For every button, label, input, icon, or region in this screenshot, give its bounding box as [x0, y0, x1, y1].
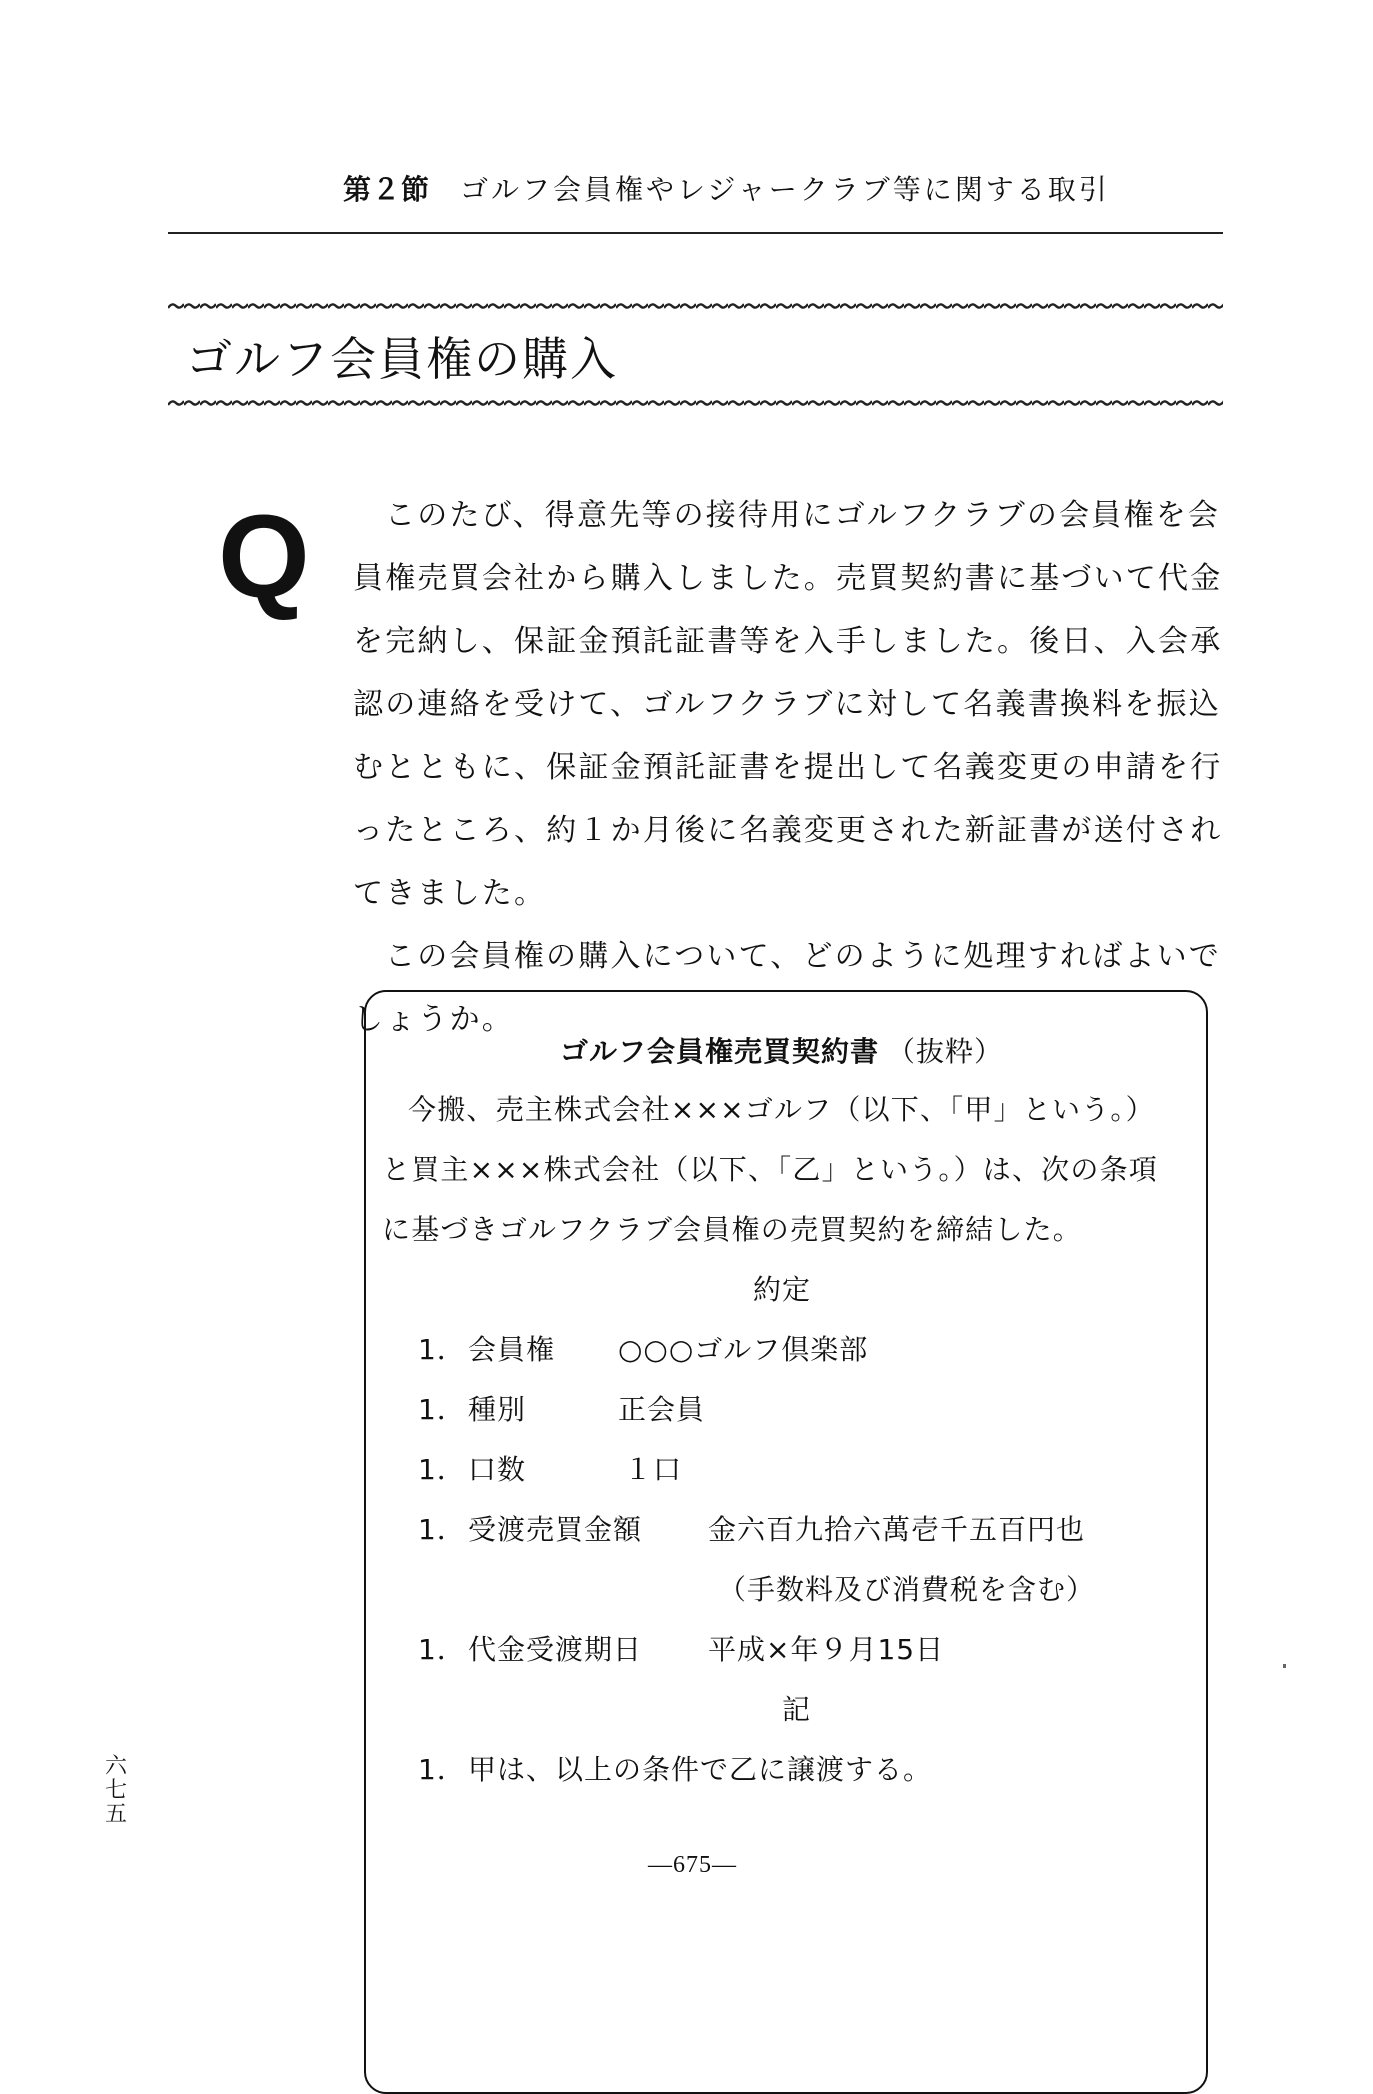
item-label: 会員権 [468, 1333, 556, 1366]
question-paragraph: このたび、得意先等の接待用にゴルフクラブの会員権を会員権売買会社から購入しました。売買契約書に基づいて代金を完納し、保証金預託証書等を入手しました。後日、入会承認の連絡を受けて、ゴルフクラブに対して名義書換料を振込むとともに、保証金預託証書を提出して名義変更の申請を行ったところ、約１か月後に名義変更された新証書が送付されてきました。 [353, 498, 1223, 911]
contract-clause [418, 1748, 932, 1788]
item-label: 受渡売買金額 [468, 1513, 643, 1546]
clause-text: 甲は、以上の条件で乙に譲渡する。 [468, 1753, 933, 1786]
agreement-heading: 約定 [753, 1273, 812, 1306]
item-label: 口数 [468, 1453, 527, 1486]
item-number: 1． [418, 1513, 466, 1546]
ki-heading: 記 [782, 1693, 812, 1726]
item-label: 種別 [468, 1393, 527, 1426]
item-number: 1． [418, 1333, 466, 1366]
running-header [343, 168, 1110, 208]
clause-number: 1． [418, 1753, 466, 1786]
item-value-note: （手数料及び消費税を含む） [718, 1573, 1096, 1606]
contract-preamble-line: に基づきゴルフクラブ会員権の売買契約を締結した。 [382, 1213, 1082, 1246]
contract-title-text: ゴルフ会員権売買契約書 [560, 1035, 880, 1068]
item-value: 金六百九拾六萬壱千五百円也 [708, 1513, 1086, 1546]
contract-subtitle: （抜粋） [887, 1035, 1004, 1068]
agreement-item [418, 1388, 526, 1428]
contract-preamble-line: 今搬、売主株式会社×××ゴルフ（以下、「甲」という。） [408, 1093, 1155, 1126]
scan-speck [1283, 1664, 1286, 1668]
question-mark-label: Q [218, 491, 310, 623]
item-value: ○○○ゴルフ倶楽部 [618, 1333, 869, 1366]
section-number: 第２節 [343, 173, 431, 206]
item-value: 正会員 [618, 1393, 706, 1426]
side-page-number: 六七五 [104, 1754, 127, 1827]
contract-preamble-line: と買主×××株式会社（以下、「乙」という。）は、次の条項 [382, 1153, 1158, 1186]
question-text [353, 484, 1228, 1051]
title-wavy-rule-bottom [168, 398, 1223, 408]
header-rule [168, 232, 1223, 234]
title-wavy-rule-top [168, 301, 1223, 311]
page-title: ゴルフ会員権の購入 [186, 332, 618, 386]
item-label: 代金受渡期日 [468, 1633, 643, 1666]
contract-title [560, 1030, 1003, 1070]
question-paragraph: この会員権の購入について、どのように処理すればよいでしょうか。 [353, 939, 1221, 1037]
agreement-item [418, 1508, 642, 1548]
agreement-item [418, 1328, 555, 1368]
agreement-item [418, 1448, 526, 1488]
agreement-item [418, 1628, 642, 1668]
item-value: １口 [624, 1453, 683, 1486]
page-number: —675— [648, 1852, 737, 1878]
item-number: 1． [418, 1393, 466, 1426]
item-number: 1． [418, 1453, 466, 1486]
item-value: 平成×年９月15日 [708, 1633, 945, 1666]
section-title: ゴルフ会員権やレジャークラブ等に関する取引 [460, 173, 1110, 206]
item-number: 1． [418, 1633, 466, 1666]
